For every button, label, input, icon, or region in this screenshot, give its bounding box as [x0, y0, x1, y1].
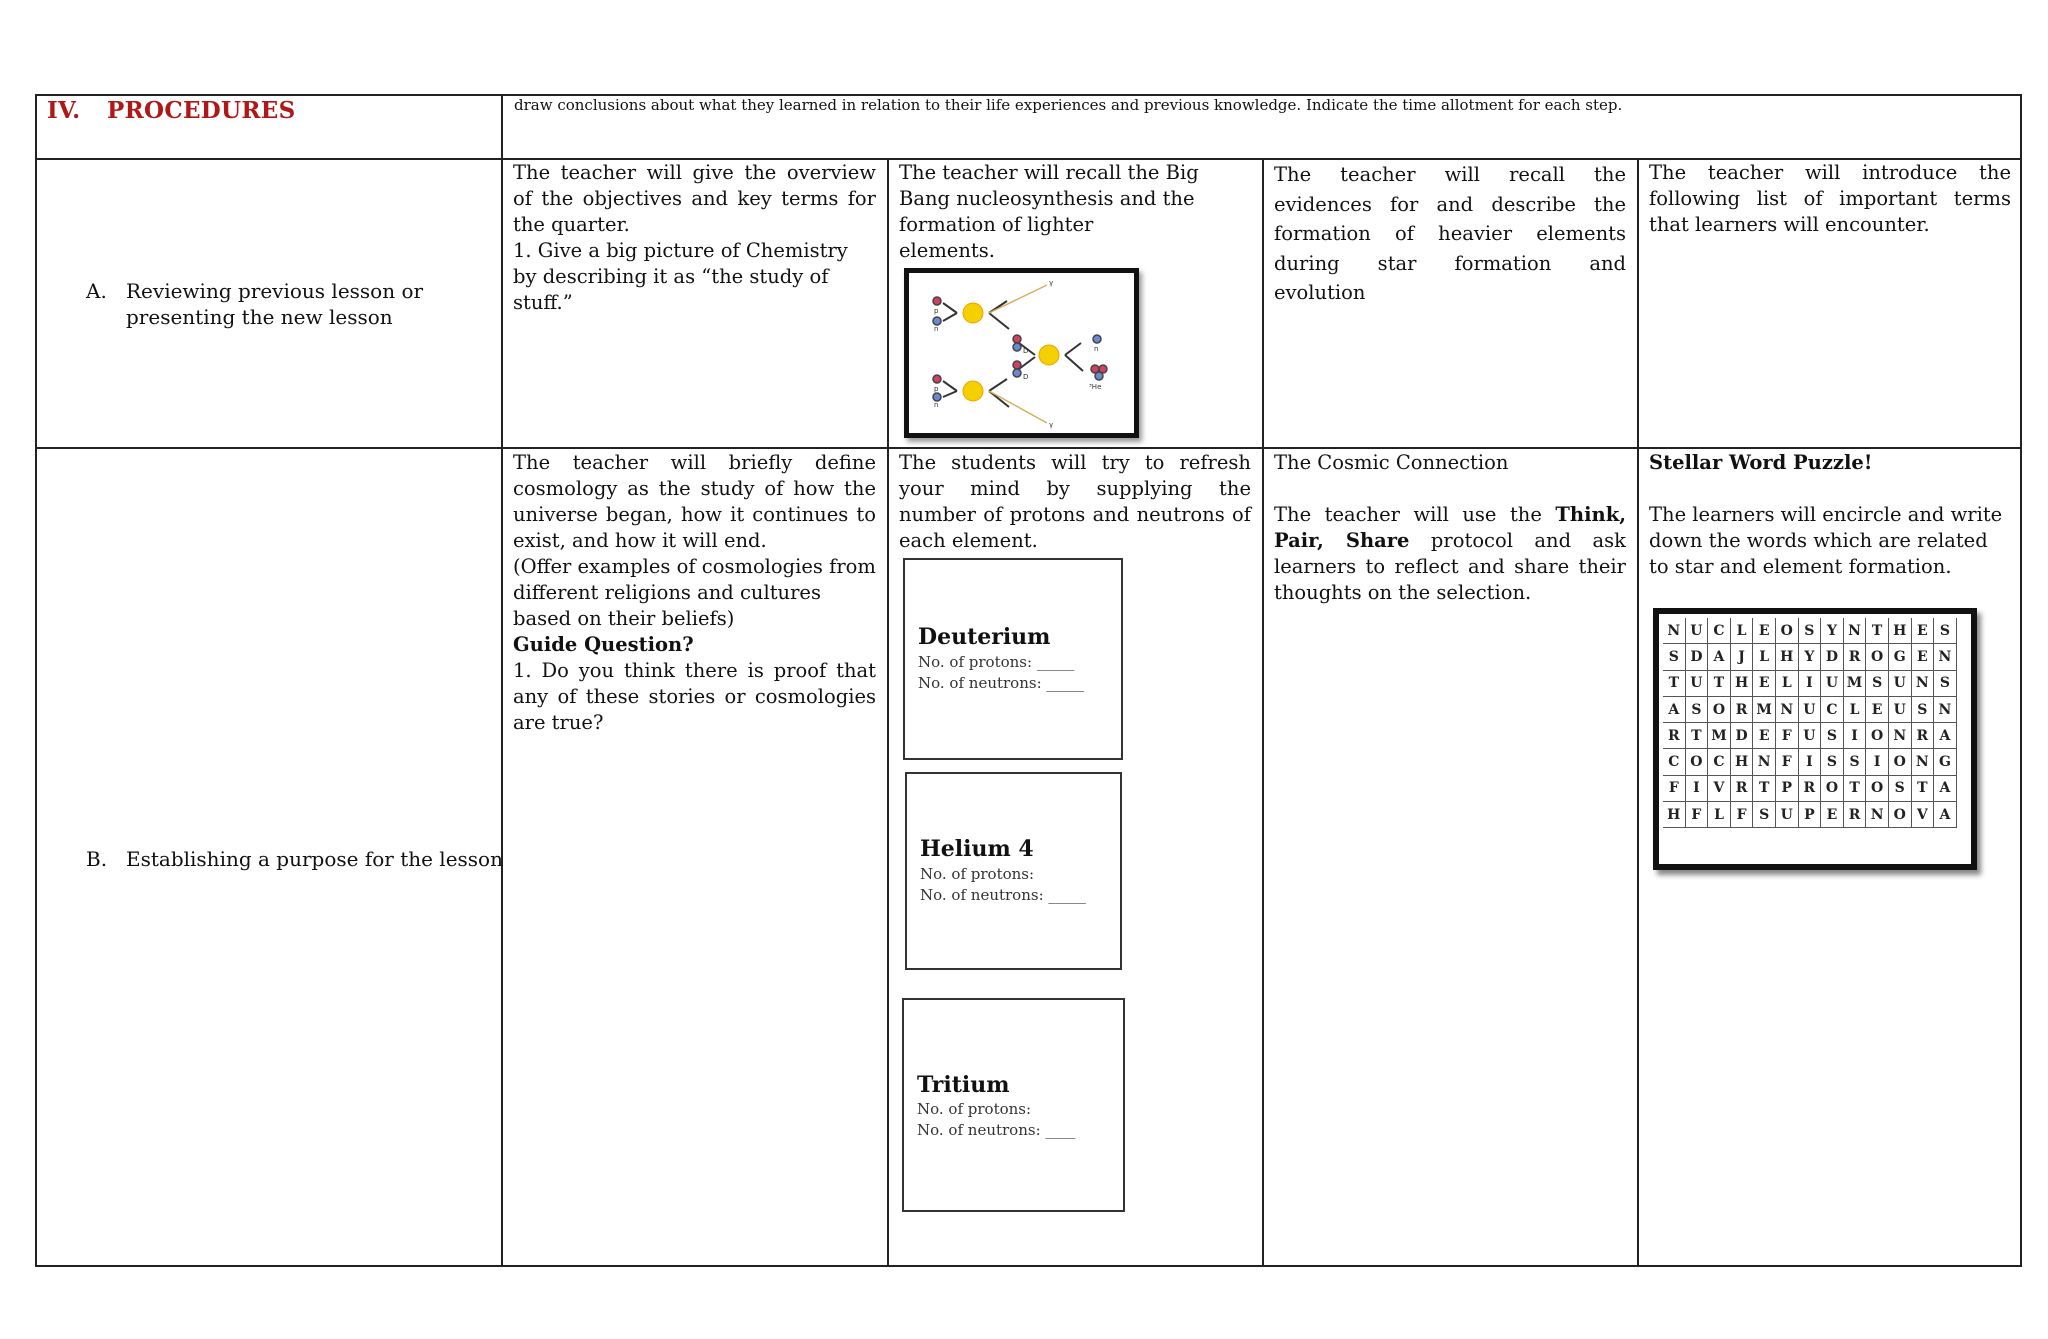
puzzle-letter: H — [1776, 644, 1799, 670]
row-a-col2 — [899, 160, 1251, 264]
row-b-col3-post: protocol and ask learners to reflect and share their thoughts on the selection. — [1274, 529, 1626, 604]
row-b-col1 — [513, 450, 876, 736]
puzzle-letter: O — [1889, 802, 1912, 828]
table-border-bottom — [35, 1265, 2022, 1267]
element-card-deuterium — [903, 558, 1123, 760]
puzzle-letter: N — [1934, 644, 1957, 670]
puzzle-letter: G — [1934, 749, 1957, 775]
puzzle-letter: S — [1912, 697, 1935, 723]
puzzle-letter: A — [1663, 697, 1686, 723]
puzzle-letter: R — [1912, 723, 1935, 749]
puzzle-letter: O — [1776, 618, 1799, 644]
card-neutrons-line: No. of neutrons: _____ — [918, 674, 1084, 692]
row-b-col3-text — [1274, 502, 1626, 606]
puzzle-letter: E — [1753, 618, 1776, 644]
puzzle-letter: S — [1844, 749, 1867, 775]
card-protons-line: No. of protons: _____ — [918, 653, 1075, 671]
column-divider-1 — [501, 94, 503, 1267]
puzzle-letter: A — [1934, 776, 1957, 802]
proton-particle — [933, 375, 941, 383]
puzzle-letter: U — [1889, 671, 1912, 697]
label-n: n — [934, 325, 939, 333]
puzzle-letter: S — [1821, 723, 1844, 749]
puzzle-letter: E — [1912, 644, 1935, 670]
word-puzzle-heading: Stellar Word Puzzle! — [1649, 451, 1873, 474]
row-a-col2-text: The teacher will recall the Big Bang nucleosynthesis and the formation of lighter — [899, 161, 1199, 236]
label-n: n — [1094, 345, 1099, 353]
element-card-tritium — [902, 998, 1125, 1212]
element-card-helium4 — [905, 772, 1122, 970]
row-b-col1-note: (Offer examples of cosmologies from different religions and cultures based on their beliefs) — [513, 555, 876, 630]
row-b-col4 — [1649, 450, 2011, 580]
puzzle-letter: A — [1708, 644, 1731, 670]
puzzle-letter: N — [1776, 697, 1799, 723]
puzzle-letter: N — [1844, 618, 1867, 644]
puzzle-letter: H — [1731, 749, 1754, 775]
row-a-letter: A. — [86, 279, 107, 303]
reaction-arrow-6 — [1065, 343, 1083, 371]
card-neutrons-line: No. of neutrons: _____ — [920, 886, 1086, 904]
puzzle-letter: M — [1844, 671, 1867, 697]
puzzle-letter: I — [1866, 749, 1889, 775]
row-b-col2 — [899, 450, 1251, 554]
puzzle-letter: N — [1912, 671, 1935, 697]
row-a-label-line1: Reviewing previous lesson or — [126, 279, 424, 303]
label-he3: ³He — [1089, 383, 1102, 391]
row-a-label — [86, 278, 423, 330]
fusion-burst-1 — [963, 303, 983, 323]
puzzle-letter: S — [1663, 644, 1686, 670]
puzzle-letter: C — [1663, 749, 1686, 775]
gamma-ray-2 — [989, 391, 1047, 423]
puzzle-letter: H — [1663, 802, 1686, 828]
row-a-col1 — [513, 160, 876, 316]
row-b-col3-pre: The teacher will use the — [1274, 503, 1556, 526]
section-number: IV. — [47, 97, 81, 124]
puzzle-letter: U — [1889, 697, 1912, 723]
row-b-letter: B. — [86, 847, 108, 871]
puzzle-letter: P — [1776, 776, 1799, 802]
puzzle-grid — [1663, 618, 1957, 828]
row-a-label-line2: presenting the new lesson — [126, 305, 393, 329]
puzzle-letter: N — [1663, 618, 1686, 644]
puzzle-letter: L — [1844, 697, 1867, 723]
puzzle-letter: U — [1799, 697, 1822, 723]
row-b-col2-text: The students will try to refresh your mind by supplying the number of protons and neutrons of each element. — [899, 451, 1251, 552]
card-element-name: Helium 4 — [920, 836, 1034, 862]
cosmic-connection-heading: The Cosmic Connection — [1274, 451, 1509, 474]
puzzle-letter: F — [1776, 749, 1799, 775]
stellar-word-puzzle — [1653, 608, 1977, 870]
puzzle-letter: L — [1776, 671, 1799, 697]
puzzle-letter: N — [1866, 802, 1889, 828]
section-title-text: PROCEDURES — [107, 97, 296, 124]
deuterium-particle — [1013, 361, 1021, 369]
puzzle-letter: T — [1663, 671, 1686, 697]
label-n: n — [934, 401, 939, 409]
puzzle-letter: O — [1821, 776, 1844, 802]
card-protons-line: No. of protons: — [917, 1100, 1032, 1118]
puzzle-letter: U — [1799, 723, 1822, 749]
fusion-burst-3 — [1039, 345, 1059, 365]
puzzle-letter: R — [1799, 776, 1822, 802]
gamma-ray-1 — [989, 285, 1047, 313]
puzzle-letter: S — [1686, 697, 1709, 723]
puzzle-letter: C — [1821, 697, 1844, 723]
puzzle-letter: O — [1866, 776, 1889, 802]
puzzle-letter: E — [1753, 671, 1776, 697]
puzzle-letter: O — [1889, 749, 1912, 775]
puzzle-letter: I — [1844, 723, 1867, 749]
row-divider-a — [35, 447, 2022, 449]
card-element-name: Deuterium — [918, 624, 1051, 650]
puzzle-letter: C — [1708, 618, 1731, 644]
reaction-arrow-1 — [943, 303, 957, 321]
puzzle-letter: N — [1753, 749, 1776, 775]
table-border-right — [2020, 94, 2022, 1267]
label-gamma: γ — [1049, 279, 1054, 287]
puzzle-letter: S — [1753, 802, 1776, 828]
neutron-particle — [933, 393, 941, 401]
puzzle-letter: U — [1821, 671, 1844, 697]
puzzle-letter: F — [1663, 776, 1686, 802]
row-b-label-text: Establishing a purpose for the lesson — [126, 847, 503, 871]
puzzle-letter: N — [1889, 723, 1912, 749]
card-protons-line: No. of protons: — [920, 865, 1035, 883]
puzzle-letter: D — [1821, 644, 1844, 670]
puzzle-letter: H — [1889, 618, 1912, 644]
puzzle-letter: N — [1912, 749, 1935, 775]
puzzle-letter: I — [1799, 671, 1822, 697]
puzzle-letter: M — [1708, 723, 1731, 749]
puzzle-letter: E — [1866, 697, 1889, 723]
puzzle-letter: L — [1708, 802, 1731, 828]
puzzle-letter: N — [1934, 697, 1957, 723]
puzzle-letter: R — [1731, 776, 1754, 802]
puzzle-letter: S — [1934, 618, 1957, 644]
row-a-col1-item: 1. Give a big picture of Chemistry by describing it as “the study of stuff.” — [513, 239, 848, 314]
helium3-particle — [1095, 372, 1103, 380]
column-divider-4 — [1637, 158, 1639, 1267]
section-title — [47, 97, 296, 124]
puzzle-letter: T — [1844, 776, 1867, 802]
puzzle-letter: S — [1889, 776, 1912, 802]
puzzle-letter: G — [1889, 644, 1912, 670]
puzzle-letter: V — [1912, 802, 1935, 828]
puzzle-letter: O — [1686, 749, 1709, 775]
puzzle-letter: D — [1686, 644, 1709, 670]
puzzle-letter: L — [1731, 618, 1754, 644]
puzzle-letter: T — [1686, 723, 1709, 749]
think-pair-share: Think, Pair, Share — [1274, 503, 1626, 552]
puzzle-letter: I — [1686, 776, 1709, 802]
puzzle-letter: T — [1912, 776, 1935, 802]
nucleosynthesis-diagram — [904, 268, 1139, 438]
puzzle-letter: A — [1934, 723, 1957, 749]
card-neutrons-line: No. of neutrons: ____ — [917, 1121, 1076, 1139]
puzzle-letter: V — [1708, 776, 1731, 802]
deuterium-particle — [1013, 343, 1021, 351]
puzzle-letter: Y — [1821, 618, 1844, 644]
proton-particle — [933, 297, 941, 305]
puzzle-letter: U — [1686, 618, 1709, 644]
puzzle-letter: T — [1708, 671, 1731, 697]
puzzle-letter: S — [1866, 671, 1889, 697]
puzzle-letter: A — [1934, 802, 1957, 828]
puzzle-letter: F — [1686, 802, 1709, 828]
puzzle-letter: R — [1731, 697, 1754, 723]
puzzle-letter: S — [1821, 749, 1844, 775]
column-divider-2 — [887, 158, 889, 1267]
puzzle-letter: E — [1912, 618, 1935, 644]
label-p: p — [934, 307, 939, 315]
guide-question-heading: Guide Question? — [513, 633, 694, 656]
puzzle-letter: H — [1731, 671, 1754, 697]
deuterium-particle — [1013, 335, 1021, 343]
nucleosynthesis-svg — [909, 273, 1134, 433]
row-b-col4-text: The learners will encircle and write down the words which are related to star and element formation. — [1649, 503, 2003, 578]
label-d: D — [1023, 347, 1029, 355]
puzzle-letter: L — [1753, 644, 1776, 670]
procedures-table — [35, 94, 2022, 1267]
puzzle-letter: C — [1708, 749, 1731, 775]
row-a-col1-text: The teacher will give the overview of the objectives and key terms for the quarter. — [513, 161, 876, 236]
puzzle-letter: M — [1753, 697, 1776, 723]
puzzle-letter: E — [1821, 802, 1844, 828]
row-a-col4-text: The teacher will introduce the following list of important terms that learners will encounter. — [1649, 161, 2011, 236]
row-b-col3 — [1274, 450, 1626, 606]
puzzle-letter: R — [1844, 802, 1867, 828]
puzzle-letter: R — [1663, 723, 1686, 749]
section-intro: draw conclusions about what they learned in relation to their life experiences and previous knowledge. Indicate the time allotment for each step. — [514, 96, 1623, 114]
card-element-name: Tritium — [917, 1072, 1010, 1098]
row-a-col2-text2: elements. — [899, 239, 995, 262]
puzzle-letter: E — [1753, 723, 1776, 749]
puzzle-letter: I — [1799, 749, 1822, 775]
puzzle-letter: S — [1799, 618, 1822, 644]
row-b-col1-text: The teacher will briefly define cosmology as the study of how the universe began, how it continues to exist, and how it will end. — [513, 451, 876, 552]
puzzle-letter: T — [1753, 776, 1776, 802]
column-divider-3 — [1262, 158, 1264, 1267]
puzzle-letter: T — [1866, 618, 1889, 644]
puzzle-letter: F — [1731, 802, 1754, 828]
puzzle-letter: F — [1776, 723, 1799, 749]
puzzle-letter: O — [1866, 723, 1889, 749]
row-a-col3-text: The teacher will recall the evidences for and describe the formation of heavier elements during star formation and evolution — [1274, 163, 1626, 304]
row-a-col3 — [1274, 160, 1626, 308]
label-gamma: γ — [1049, 421, 1054, 429]
row-a-col4 — [1649, 160, 2011, 238]
reaction-arrow-2 — [943, 381, 957, 397]
puzzle-letter: J — [1731, 644, 1754, 670]
puzzle-letter: O — [1708, 697, 1731, 723]
puzzle-letter: U — [1686, 671, 1709, 697]
puzzle-letter: P — [1799, 802, 1822, 828]
puzzle-letter: Y — [1799, 644, 1822, 670]
label-p: p — [934, 385, 939, 393]
puzzle-letter: S — [1934, 671, 1957, 697]
neutron-particle — [1093, 335, 1101, 343]
row-b-label — [86, 846, 503, 872]
puzzle-letter: O — [1866, 644, 1889, 670]
table-border-left — [35, 94, 37, 1267]
puzzle-letter: D — [1731, 723, 1754, 749]
neutron-particle — [933, 317, 941, 325]
deuterium-particle — [1013, 369, 1021, 377]
puzzle-letter: R — [1844, 644, 1867, 670]
puzzle-letter: U — [1776, 802, 1799, 828]
fusion-burst-2 — [963, 381, 983, 401]
label-d: D — [1023, 373, 1029, 381]
guide-question-text: 1. Do you think there is proof that any of these stories or cosmologies are true? — [513, 659, 876, 734]
